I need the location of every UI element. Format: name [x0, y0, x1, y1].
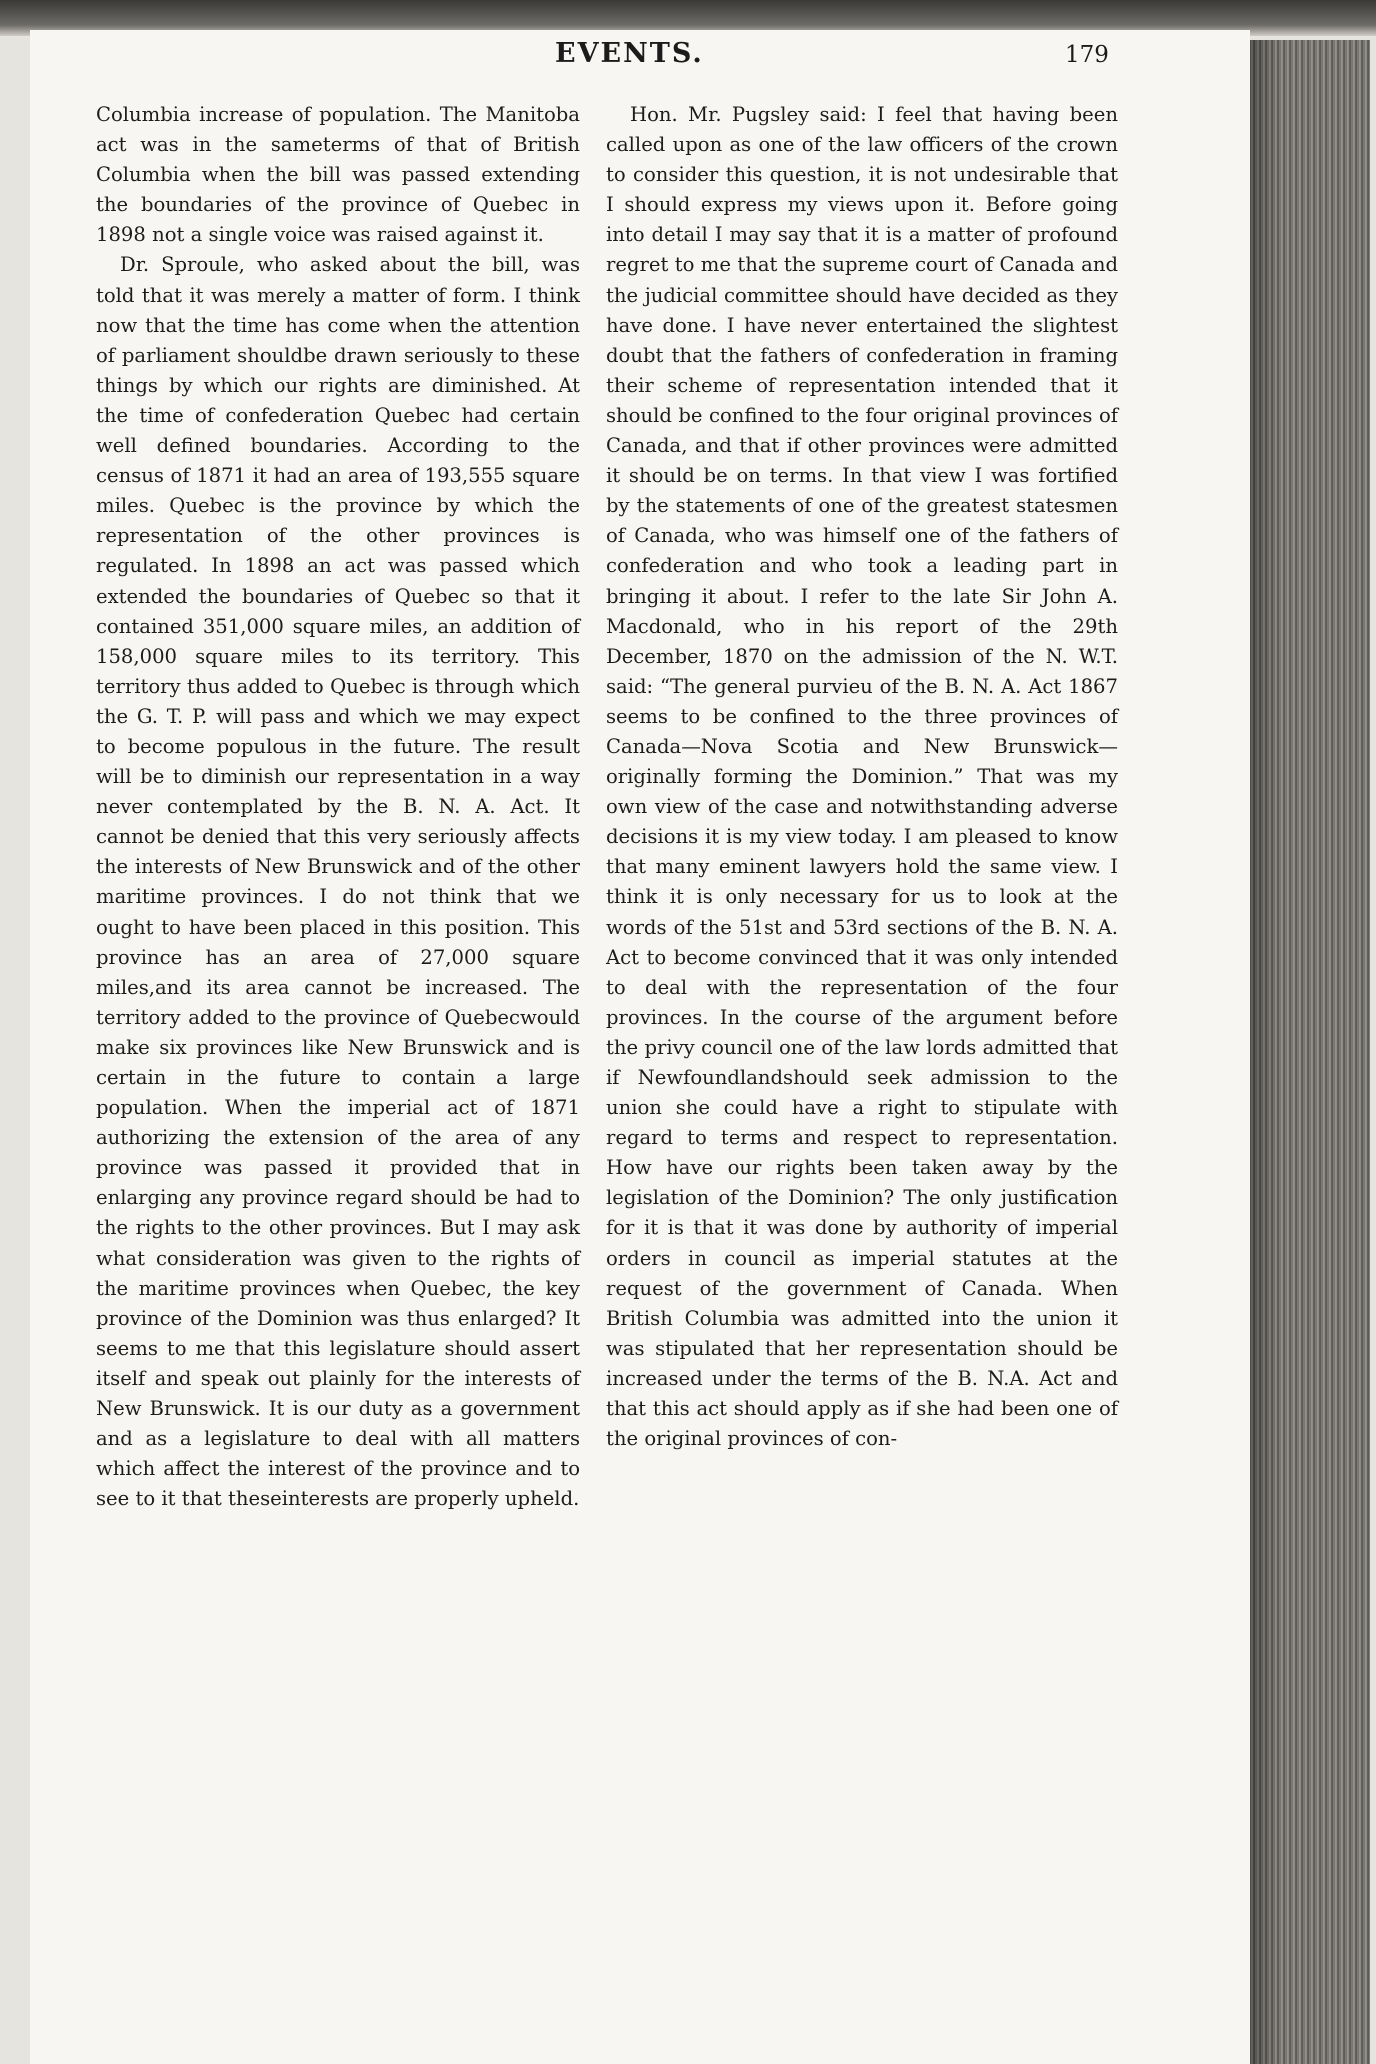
left-paragraph-1: Columbia increase of population. The Manitoba act was in the sameterms of that of British Columbia when the bill was passed extending the boundaries of the province of Quebec in 1898 not a single voice was raised against it.	[96, 103, 580, 247]
right-paragraph-1: Hon. Mr. Pugsley said: I feel that having been called upon as one of the law officers of the crown to consider this question, it is not undesirable that I should express my views upon it. Before going into detail I may say that it is a matter of profound regret to me that the supreme court of Canada and the judicial committee should have decided as they have done. I have never entertained the slightest doubt that the fathers of confederation in framing their scheme of representation intended that it should be confined to the four original provinces of Canada, and that if other provinces were admitted it should be on terms. In that view I was fortified by the statements of one of the greatest statesmen of Canada, who was himself one of the fathers of confederation and who took a leading part in bringing it about. I refer to the late Sir John A. Macdonald, who in his report of the 29th December, 1870 on the admission of the N. W.T. said: “The general purvieu of the B. N. A. Act 1867 seems to be confined to the three provinces of Canada—Nova Scotia and New Brunswick—originally forming the Dominion.” That was my own view of the case and notwithstanding adverse decisions it is my view today. I am pleased to know that many eminent lawyers hold the same view. I think it is only necessary for us to look at the words of the 51st and 53rd sections of the B. N. A. Act to become convinced that it was only intended to deal with the representation of the four provinces. In the course of the argument before the privy council one of the law lords admitted that if Newfoundlandshould seek admission to the union she could have a right to stipulate with regard to terms and respect to representation. How have our rights been taken away by the legislation of the Dominion? The only justification for it is that it was done by authority of imperial orders in council as imperial statutes at the request of the government of Canada. When British Columbia was admitted into the union it was stipulated that her representation should be increased under the terms of the B. N.A. Act and that this act should apply as if she had been one of the original provinces of con-	[606, 103, 1118, 1451]
left-column	[96, 100, 580, 1514]
running-title: EVENTS.	[555, 38, 704, 69]
right-column	[606, 100, 1118, 1454]
book-page-edges	[1250, 40, 1370, 2064]
page-number: 179	[1065, 42, 1109, 68]
left-paragraph-2: Dr. Sproule, who asked about the bill, was told that it was merely a matter of form. I think now that the time has come when the attention of parliament shouldbe drawn seriously to these things by which our rights are diminished. At the time of confederation Quebec had certain well defined boundaries. According to the census of 1871 it had an area of 193,555 square miles. Quebec is the province by which the representation of the other provinces is regulated. In 1898 an act was passed which extended the boundaries of Quebec so that it contained 351,000 square miles, an addition of 158,000 square miles to its territory. This territory thus added to Quebec is through which the G. T. P. will pass and which we may expect to become populous in the future. The result will be to diminish our representation in a way never contemplated by the B. N. A. Act. It cannot be denied that this very seriously affects the interests of New Brunswick and of the other maritime provinces. I do not think that we ought to have been placed in this position. This province has an area of 27,000 square miles,and its area cannot be increased. The territory added to the province of Quebecwould make six provinces like New Brunswick and is certain in the future to contain a large population. When the imperial act of 1871 authorizing the extension of the area of any province was passed it provided that in enlarging any province regard should be had to the rights to the other provinces. But I may ask what consideration was given to the rights of the maritime provinces when Quebec, the key province of the Dominion was thus enlarged? It seems to me that this legislature should assert itself and speak out plainly for the interests of New Brunswick. It is our duty as a government and as a legislature to deal with all matters which affect the interest of the province and to see to it that theseinterests are properly upheld.	[96, 253, 580, 1511]
running-head	[0, 38, 1376, 78]
